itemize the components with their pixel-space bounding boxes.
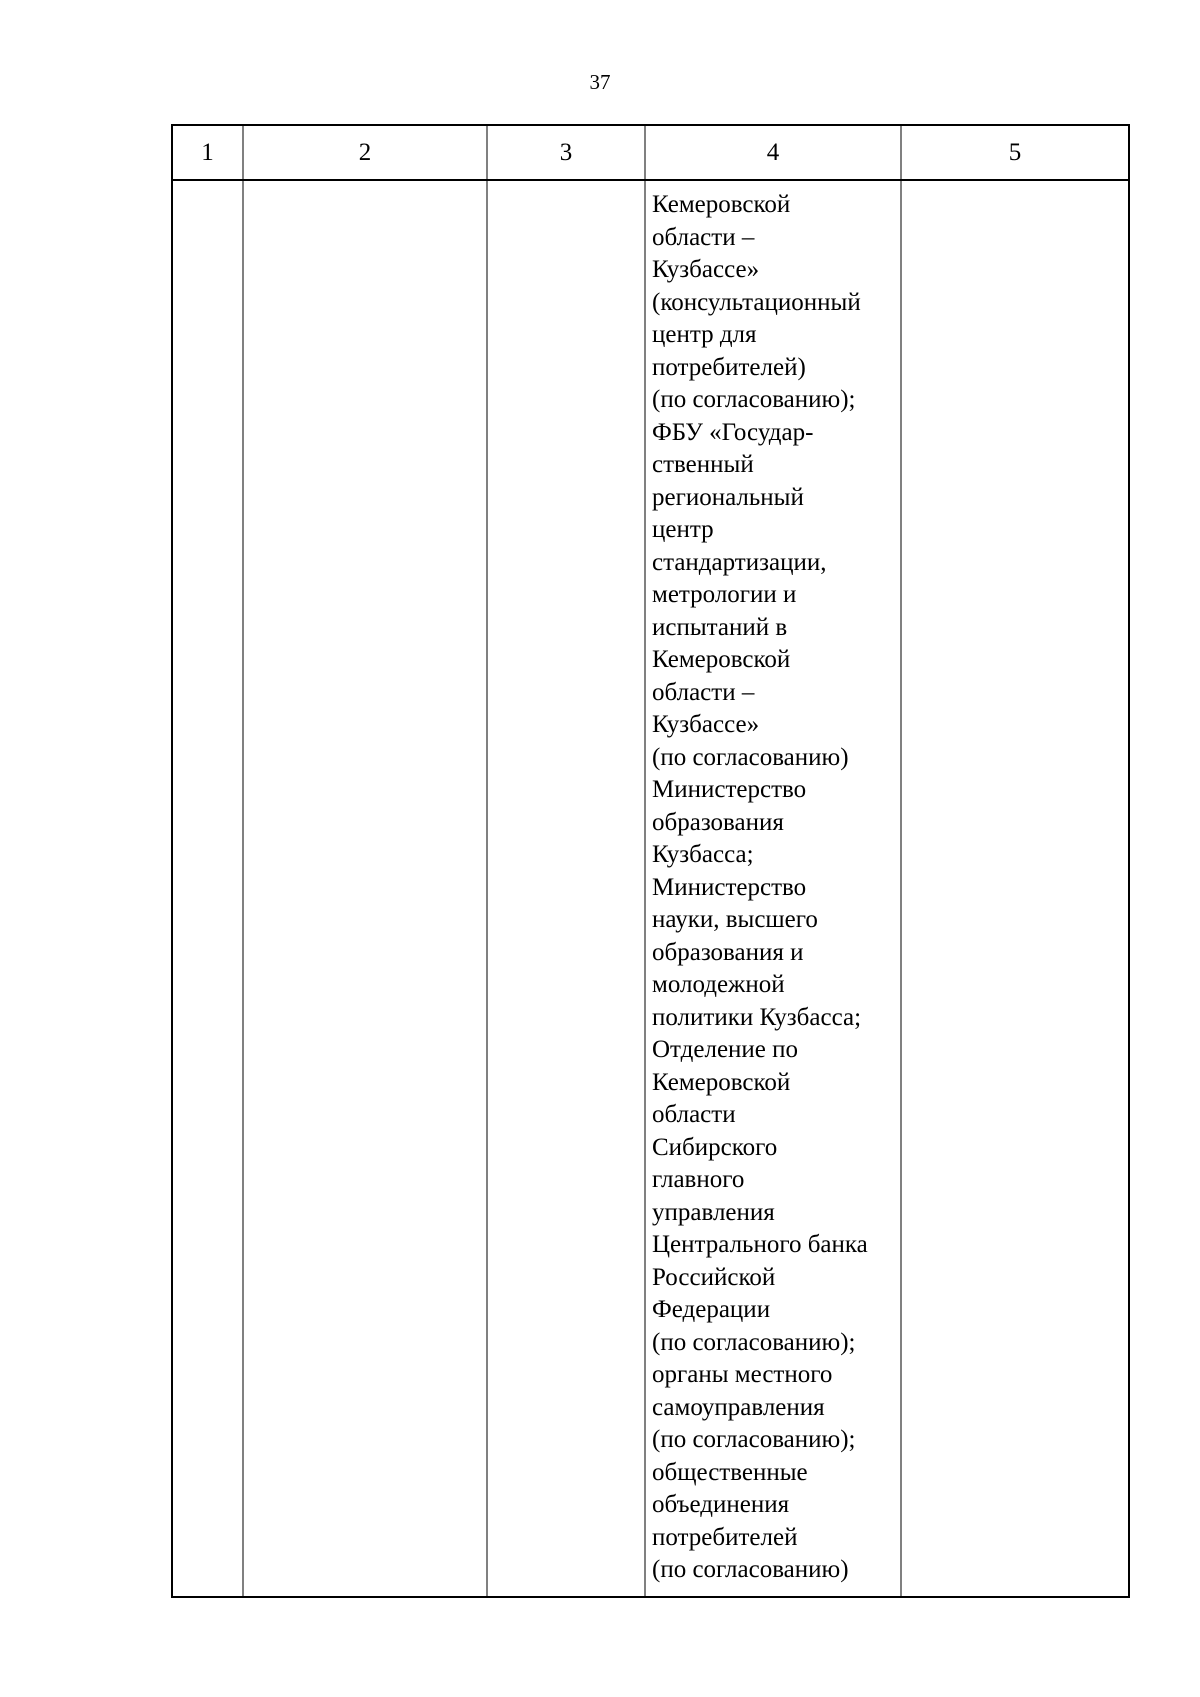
text-line: политики Кузбасса;	[652, 1003, 862, 1031]
text-line: молодежной	[652, 971, 785, 998]
text-line: (по согласованию)	[652, 1556, 849, 1583]
page-number: 37	[589, 70, 611, 94]
text-line: метрологии и	[652, 581, 797, 608]
text-line: стандартизации,	[652, 548, 827, 576]
header-col-2: 2	[243, 125, 487, 180]
text-line: (по согласованию)	[652, 743, 849, 771]
text-line: ственный	[652, 451, 754, 478]
text-line: региональный	[652, 483, 804, 511]
text-line: самоуправления	[652, 1393, 825, 1421]
text-line: Кемеровской	[652, 646, 791, 673]
text-line: ФБУ «Государ-	[652, 418, 814, 446]
cell-col-1	[172, 180, 243, 1597]
header-col-1: 1	[172, 125, 243, 180]
text-line: Федерации	[652, 1296, 771, 1323]
table-row	[172, 180, 1129, 1597]
text-line: Кузбассе»	[652, 711, 760, 738]
header-col-4: 4	[645, 125, 901, 180]
text-line: Отделение по	[652, 1036, 799, 1063]
text-line: (по согласованию);	[652, 386, 856, 413]
text-line: центр	[652, 516, 714, 543]
text-line: науки, высшего	[652, 906, 818, 933]
text-line: Сибирского	[652, 1133, 778, 1161]
table-header-row	[172, 125, 1129, 180]
text-line: центр для	[652, 321, 757, 348]
cell-col-5	[901, 180, 1129, 1597]
header-col-5: 5	[901, 125, 1129, 180]
text-line: потребителей	[652, 1523, 798, 1551]
text-line: области	[652, 1101, 736, 1128]
text-line: образования	[652, 808, 784, 836]
document-table	[171, 124, 1130, 1598]
text-line: области –	[652, 678, 755, 706]
text-line: Центрального банка	[652, 1231, 868, 1258]
text-line: главного	[652, 1166, 745, 1193]
text-line: испытаний в	[652, 613, 788, 641]
text-line: Российской	[652, 1263, 776, 1291]
cell-col-4	[645, 180, 901, 1597]
text-line: Кузбасса;	[652, 841, 754, 868]
text-line: области –	[652, 223, 755, 251]
cell-col-3	[487, 180, 645, 1597]
text-line: потребителей)	[652, 353, 806, 381]
text-line: органы местного	[652, 1361, 833, 1388]
text-line: общественные	[652, 1458, 808, 1486]
text-line: Министерство	[652, 873, 807, 901]
text-line: (по согласованию);	[652, 1426, 856, 1453]
cell-col-2	[243, 180, 487, 1597]
text-line: Кемеровской	[652, 1068, 791, 1096]
responsible-organizations-text	[646, 181, 900, 1587]
text-line: Кемеровской	[652, 191, 791, 218]
text-line: образования и	[652, 938, 804, 966]
header-col-3: 3	[487, 125, 645, 180]
text-line: объединения	[652, 1491, 790, 1518]
text-line: Министерство	[652, 776, 807, 803]
text-line: управления	[652, 1198, 775, 1226]
text-line: (консультационный	[652, 288, 861, 316]
text-line: (по согласованию);	[652, 1328, 856, 1356]
text-line: Кузбассе»	[652, 256, 760, 283]
